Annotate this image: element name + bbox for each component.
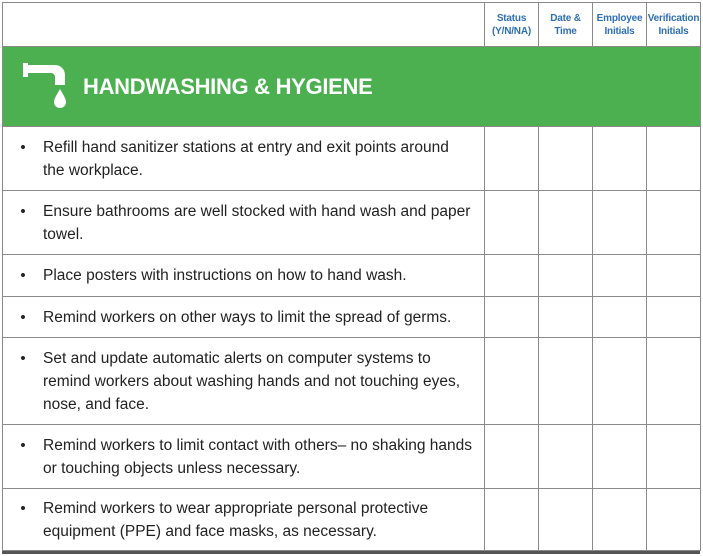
column-header-employee-initials [593, 3, 647, 47]
column-header-line: Employee [596, 12, 643, 24]
bullet: • [20, 349, 26, 367]
verification-initials-cell[interactable] [647, 489, 701, 551]
column-header-line: Time [554, 25, 577, 37]
column-header-date-time [539, 3, 593, 47]
bullet: • [20, 499, 26, 517]
verification-initials-cell[interactable] [647, 338, 701, 425]
verification-initials-cell[interactable] [647, 297, 701, 338]
verification-initials-cell[interactable] [647, 191, 701, 255]
date-time-cell[interactable] [539, 191, 593, 255]
section-title: HANDWASHING & HYGIENE [83, 73, 373, 99]
bullet: • [20, 436, 26, 454]
bullet: • [20, 138, 26, 156]
task-cell [3, 127, 485, 191]
employee-initials-cell[interactable] [593, 127, 647, 191]
section-banner [3, 47, 701, 127]
employee-initials-cell[interactable] [593, 191, 647, 255]
task-text: Remind workers to limit contact with others– no shaking hands or touching objects unless necessary. [43, 436, 473, 477]
task-text: Refill hand sanitizer stations at entry and exit points around the workplace. [43, 138, 449, 179]
table-row [3, 425, 701, 489]
task-text: Set and update automatic alerts on computer systems to remind workers about washing hands and not touching eyes, nose, and face. [43, 349, 461, 413]
task-text: Remind workers to wear appropriate personal protective equipment (PPE) and face masks, as necessary. [43, 499, 429, 540]
column-header-row [3, 3, 701, 47]
table-row [3, 255, 701, 297]
bullet: • [20, 308, 26, 326]
table-row [3, 297, 701, 338]
column-header-line: Status [496, 12, 527, 24]
section-banner-row [3, 47, 701, 127]
bottom-rule [2, 551, 700, 554]
status-cell[interactable] [485, 297, 539, 338]
table-row [3, 191, 701, 255]
column-header-line: Date & [550, 12, 581, 24]
header-blank-cell [3, 3, 485, 47]
column-header-line: Initials [604, 25, 635, 37]
faucet-drop-icon [21, 59, 69, 115]
verification-initials-cell[interactable] [647, 255, 701, 297]
column-header-line: (Y/N/NA) [492, 25, 531, 37]
task-cell [3, 255, 485, 297]
column-header-verification-initials [647, 3, 701, 47]
date-time-cell[interactable] [539, 127, 593, 191]
employee-initials-cell[interactable] [593, 255, 647, 297]
verification-initials-cell[interactable] [647, 127, 701, 191]
date-time-cell[interactable] [539, 489, 593, 551]
bullet: • [20, 267, 26, 284]
hygiene-checklist-table [2, 2, 701, 551]
employee-initials-cell[interactable] [593, 489, 647, 551]
task-text: Ensure bathrooms are well stocked with hand wash and paper towel. [43, 202, 471, 243]
status-cell[interactable] [485, 425, 539, 489]
task-cell [3, 489, 485, 551]
task-cell [3, 425, 485, 489]
status-cell[interactable] [485, 489, 539, 551]
employee-initials-cell[interactable] [593, 425, 647, 489]
task-cell [3, 297, 485, 338]
date-time-cell[interactable] [539, 338, 593, 425]
column-header-status [485, 3, 539, 47]
employee-initials-cell[interactable] [593, 297, 647, 338]
column-header-line: Verification [647, 12, 700, 24]
task-cell [3, 191, 485, 255]
date-time-cell[interactable] [539, 297, 593, 338]
status-cell[interactable] [485, 127, 539, 191]
table-row [3, 489, 701, 551]
status-cell[interactable] [485, 255, 539, 297]
task-text: Remind workers on other ways to limit the spread of germs. [43, 308, 452, 326]
employee-initials-cell[interactable] [593, 338, 647, 425]
table-row [3, 127, 701, 191]
column-header-line: Initials [658, 25, 689, 37]
task-text: Place posters with instructions on how to hand wash. [43, 267, 407, 284]
bullet: • [20, 202, 26, 220]
date-time-cell[interactable] [539, 425, 593, 489]
task-cell [3, 338, 485, 425]
table-row [3, 338, 701, 425]
verification-initials-cell[interactable] [647, 425, 701, 489]
date-time-cell[interactable] [539, 255, 593, 297]
status-cell[interactable] [485, 191, 539, 255]
status-cell[interactable] [485, 338, 539, 425]
